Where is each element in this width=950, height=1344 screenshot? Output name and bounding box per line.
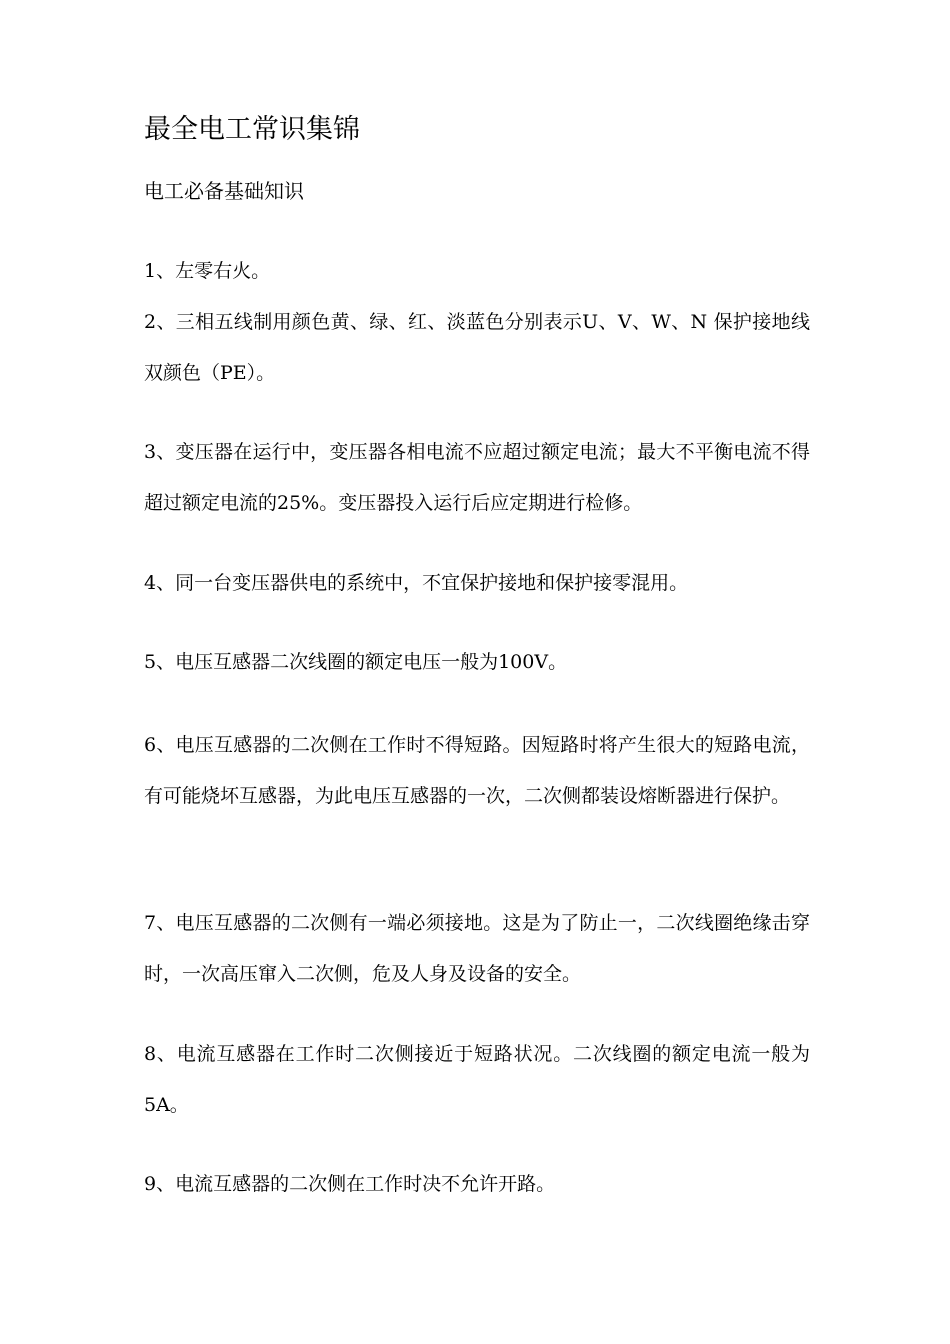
paragraph-7: 7、电压互感器的二次侧有一端必须接地。这是为了防止一，二次线圈绝缘击穿时，一次高压窜入二次侧，危及人身及设备的安全。 bbox=[144, 912, 810, 985]
paragraph-4: 4、同一台变压器供电的系统中，不宜保护接地和保护接零混用。 bbox=[144, 572, 689, 594]
document-title: 最全电工常识集锦 bbox=[144, 114, 360, 145]
paragraph-1: 1、左零右火。 bbox=[144, 260, 271, 282]
paragraph-3: 3、变压器在运行中，变压器各相电流不应超过额定电流；最大不平衡电流不得超过额定电流的25%。变压器投入运行后应定期进行检修。 bbox=[144, 441, 810, 514]
paragraph-8: 8、电流互感器在工作时二次侧接近于短路状况。二次线圈的额定电流一般为5A。 bbox=[144, 1043, 810, 1116]
paragraph-2: 2、三相五线制用颜色黄、绿、红、淡蓝色分别表示U、V、W、N 保护接地线双颜色（PE）。 bbox=[144, 311, 810, 384]
document-subtitle: 电工必备基础知识 bbox=[144, 179, 304, 203]
paragraph-9: 9、电流互感器的二次侧在工作时决不允许开路。 bbox=[144, 1173, 556, 1195]
paragraph-5: 5、电压互感器二次线圈的额定电压一般为100V。 bbox=[144, 651, 568, 673]
paragraph-6: 6、电压互感器的二次侧在工作时不得短路。因短路时将产生很大的短路电流，有可能烧坏互感器，为此电压互感器的一次，二次侧都装设熔断器进行保护。 bbox=[144, 734, 810, 807]
